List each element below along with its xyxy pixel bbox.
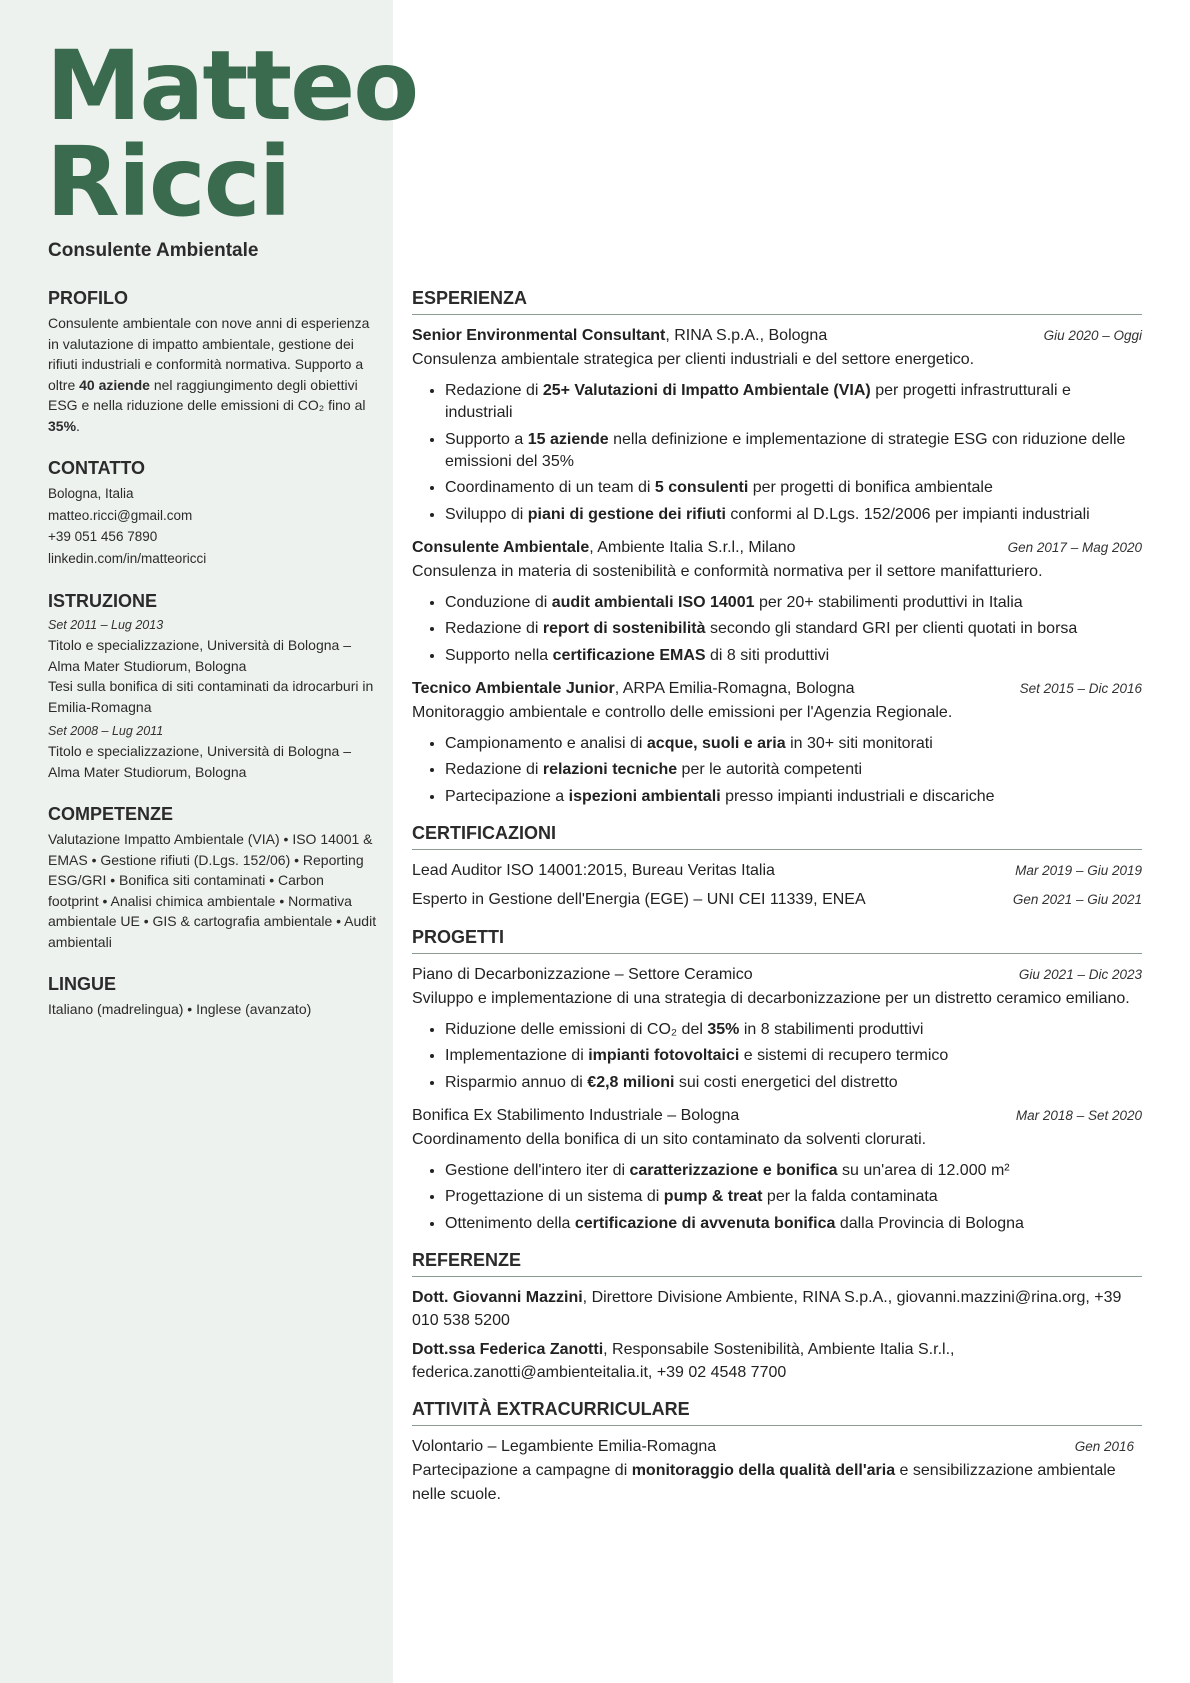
- profile-text: [48, 313, 378, 436]
- experience-bullets: [412, 380, 1142, 526]
- bullet-item: [445, 477, 1142, 499]
- bullet-highlight: impianti fotovoltaici: [588, 1047, 740, 1064]
- activity-title: Volontario – Legambiente Emilia-Romagna: [412, 1437, 717, 1455]
- contact-location: Bologna, Italia: [48, 486, 134, 501]
- experience-title: [412, 324, 827, 348]
- bullet-text: Redazione di: [445, 620, 543, 637]
- contact-heading: CONTATTO: [48, 458, 145, 478]
- certifications-heading: CERTIFICAZIONI: [412, 822, 1142, 850]
- bullet-item: [445, 1045, 1142, 1067]
- project-title: Piano di Decarbonizzazione – Settore Ceramico: [412, 965, 753, 983]
- languages-section: [48, 973, 378, 1020]
- experience-bullets: [412, 733, 1142, 808]
- bullet-text: Partecipazione a: [445, 787, 569, 805]
- skills-heading: COMPETENZE: [48, 804, 174, 824]
- contact-linkedin[interactable]: linkedin.com/in/matteoricci: [48, 550, 207, 566]
- bullet-text: Supporto nella: [445, 646, 553, 664]
- education-section: [48, 590, 378, 782]
- certification-dates: Gen 2021 – Giu 2021: [1012, 891, 1142, 907]
- bullet-text: Redazione di: [445, 382, 543, 399]
- bullet-item: [445, 380, 1142, 424]
- contact-phone[interactable]: +39 051 456 7890: [48, 529, 158, 544]
- bullet-text: in 8 stabilimenti produttivi: [739, 1020, 924, 1038]
- languages-text: Italiano (madrelingua) • Inglese (avanzato): [48, 1001, 312, 1017]
- bullet-text: secondo gli standard GRI per clienti quotati in borsa: [705, 620, 1078, 637]
- project-title: Bonifica Ex Stabilimento Industriale – Bologna: [412, 1106, 740, 1124]
- education-dates: Set 2011 – Lug 2013: [48, 618, 164, 632]
- skills-text: Valutazione Impatto Ambientale (VIA) • ISO 14001 & EMAS • Gestione rifiuti (D.Lgs. 152/06) • Reporting ESG/GRI • Bonifica siti contaminati • Carbon footprint • Analisi chimica ambientale • Normativa ambientale UE • GIS & cartografia ambientale • Audit ambientali: [48, 831, 377, 950]
- reference-item: [412, 1286, 1142, 1332]
- project-dates: Giu 2021 – Dic 2023: [1018, 966, 1142, 982]
- certification-item: [412, 859, 1142, 883]
- certification-name: Esperto in Gestione dell'Energia (EGE) – UNI CEI 11339, ENEA: [412, 890, 866, 908]
- profile-highlight: 35%: [48, 417, 77, 434]
- bullet-item: [445, 733, 1142, 755]
- main-content: [412, 287, 1142, 1521]
- job-title: Consulente Ambientale: [48, 240, 259, 261]
- bullet-highlight: caratterizzazione e bonifica: [629, 1161, 838, 1179]
- languages-heading: LINGUE: [48, 974, 117, 994]
- bullet-item: [445, 429, 1142, 473]
- bullet-text: Supporto a: [445, 430, 528, 448]
- profile-heading: PROFILO: [48, 288, 128, 308]
- certification-item: [412, 888, 1142, 912]
- experience-org: , Ambiente Italia S.r.l., Milano: [589, 538, 796, 556]
- project-bullets: [412, 1160, 1142, 1235]
- contact-email[interactable]: matteo.ricci@gmail.com: [48, 507, 193, 523]
- education-item: [48, 722, 378, 782]
- activity-text: Partecipazione a campagne di: [412, 1461, 632, 1479]
- experience-item: [412, 536, 1142, 667]
- certification-dates: Mar 2019 – Giu 2019: [1015, 862, 1142, 878]
- activity-text: e sensibilizzazione ambientale nelle scuole.: [412, 1461, 1116, 1503]
- experience-role: Senior Environmental Consultant: [412, 327, 666, 344]
- experience-role: Consulente Ambientale: [412, 538, 590, 556]
- bullet-highlight: acque, suoli e aria: [646, 734, 786, 752]
- reference-details: , Direttore Divisione Ambiente, RINA S.p.A., giovanni.mazzini@rina.org, +39 010 538 5200: [412, 1288, 1122, 1329]
- bullet-highlight: €2,8 milioni: [587, 1073, 675, 1091]
- experience-desc: Consulenza in materia di sostenibilità e conformità normativa per il settore manifatturiero.: [412, 562, 1043, 580]
- education-degree: Titolo e specializzazione, Università di Bologna – Alma Mater Studiorum, Bologna: [48, 743, 351, 780]
- education-note: Tesi sulla bonifica di siti contaminati da idrocarburi in Emilia-Romagna: [48, 678, 374, 715]
- bullet-item: [445, 1186, 1142, 1208]
- activity-header: [412, 1435, 1142, 1459]
- bullet-text: per progetti di bonifica ambientale: [748, 479, 993, 496]
- bullet-item: [445, 1160, 1142, 1182]
- bullet-item: [445, 504, 1142, 526]
- bullet-item: [445, 1019, 1142, 1041]
- bullet-highlight: piani di gestione dei rifiuti: [527, 505, 726, 523]
- bullet-text: per la falda contaminata: [762, 1188, 938, 1205]
- certification-name: Lead Auditor ISO 14001:2015, Bureau Veritas Italia: [412, 861, 775, 879]
- bullet-item: [445, 786, 1142, 808]
- bullet-item: [445, 645, 1142, 667]
- reference-item: [412, 1338, 1142, 1384]
- education-heading: ISTRUZIONE: [48, 591, 158, 611]
- bullet-text: e sistemi di recupero termico: [739, 1047, 949, 1064]
- bullet-text: per progetti infrastrutturali e industriali: [445, 382, 1071, 421]
- bullet-highlight: report di sostenibilità: [542, 620, 706, 637]
- bullet-highlight: 35%: [707, 1020, 740, 1038]
- experience-role: Tecnico Ambientale Junior: [412, 679, 615, 697]
- education-dates: Set 2008 – Lug 2011: [48, 724, 164, 738]
- bullet-highlight: 5 consulenti: [654, 479, 749, 496]
- bullet-text: in 30+ siti monitorati: [785, 734, 933, 752]
- bullet-item: [445, 1072, 1142, 1094]
- references-section: [412, 1249, 1142, 1384]
- bullet-highlight: audit ambientali ISO 14001: [551, 593, 755, 611]
- projects-heading: PROGETTI: [412, 926, 1142, 954]
- activity-desc: [412, 1459, 1142, 1507]
- education-degree: Titolo e specializzazione, Università di Bologna – Alma Mater Studiorum, Bologna: [48, 637, 351, 674]
- reference-name: Dott. Giovanni Mazzini: [412, 1288, 583, 1306]
- project-header: [412, 1104, 1142, 1128]
- projects-section: [412, 926, 1142, 1235]
- activities-section: [412, 1398, 1142, 1507]
- profile-text-part: Consulente ambientale con nove anni di esperienza in valutazione di impatto ambientale, gestione dei rifiuti industriali e conformità normativa. Supporto a oltre: [48, 315, 370, 393]
- bullet-text: Conduzione di: [445, 593, 552, 611]
- bullet-highlight: ispezioni ambientali: [568, 787, 721, 805]
- bullet-text: conformi al D.Lgs. 152/2006 per impianti industriali: [725, 505, 1090, 523]
- project-item: [412, 963, 1142, 1094]
- experience-item: [412, 677, 1142, 808]
- bullet-text: su un'area di 12.000 m²: [837, 1161, 1010, 1179]
- bullet-item: [445, 618, 1142, 640]
- name-last: Ricci: [46, 126, 290, 238]
- bullet-item: [445, 1213, 1142, 1235]
- experience-org: , ARPA Emilia-Romagna, Bologna: [614, 679, 855, 697]
- experience-item: [412, 324, 1142, 526]
- experience-header: [412, 324, 1142, 348]
- profile-text-part: nel raggiungimento degli obiettivi ESG e nella riduzione delle emissioni di CO₂ fino al: [48, 376, 366, 413]
- bullet-text: nella definizione e implementazione di strategie ESG con riduzione delle emissioni del 35%: [445, 430, 1126, 470]
- project-header: [412, 963, 1142, 987]
- bullet-text: per le autorità competenti: [677, 761, 863, 778]
- bullet-highlight: certificazione EMAS: [552, 646, 706, 664]
- reference-name: Dott.ssa Federica Zanotti: [412, 1340, 604, 1358]
- bullet-highlight: pump & treat: [663, 1188, 763, 1205]
- skills-section: [48, 803, 378, 952]
- bullet-text: sui costi energetici del distretto: [674, 1073, 898, 1091]
- bullet-highlight: 15 aziende: [527, 430, 609, 448]
- bullet-text: Implementazione di: [445, 1047, 589, 1064]
- project-bullets: [412, 1019, 1142, 1094]
- contact-section: [48, 457, 378, 569]
- profile-text-part: .: [76, 417, 80, 434]
- experience-desc: Consulenza ambientale strategica per clienti industriali e del settore energetico.: [412, 351, 975, 368]
- experience-dates: Gen 2017 – Mag 2020: [1007, 539, 1142, 555]
- name-first: Matteo: [46, 30, 418, 142]
- experience-org: , RINA S.p.A., Bologna: [665, 327, 828, 344]
- experience-header: [412, 536, 1142, 560]
- bullet-text: Gestione dell'intero iter di: [445, 1161, 630, 1179]
- bullet-text: dalla Provincia di Bologna: [835, 1214, 1024, 1232]
- project-dates: Mar 2018 – Set 2020: [1015, 1107, 1142, 1123]
- bullet-item: [445, 592, 1142, 614]
- sidebar-content: [48, 287, 378, 1041]
- education-item: [48, 616, 378, 717]
- experience-dates: Set 2015 – Dic 2016: [1019, 680, 1142, 696]
- bullet-text: Coordinamento di un team di: [445, 479, 655, 496]
- bullet-text: Ottenimento della: [445, 1214, 575, 1232]
- references-heading: REFERENZE: [412, 1249, 1142, 1277]
- bullet-text: di 8 siti produttivi: [705, 646, 830, 664]
- bullet-text: per 20+ stabilimenti produttivi in Italia: [754, 593, 1023, 611]
- bullet-text: Sviluppo di: [445, 505, 528, 523]
- profile-highlight: 40 aziende: [79, 376, 150, 393]
- activity-dates: Gen 2016: [1074, 1438, 1134, 1454]
- bullet-highlight: 25+ Valutazioni di Impatto Ambientale (VIA): [542, 382, 871, 399]
- experience-header: [412, 677, 1142, 701]
- bullet-text: Riduzione delle emissioni di CO₂ del: [445, 1020, 708, 1038]
- experience-bullets: [412, 592, 1142, 667]
- bullet-text: Campionamento e analisi di: [445, 734, 647, 752]
- bullet-text: Progettazione di un sistema di: [445, 1188, 664, 1205]
- bullet-text: Risparmio annuo di: [445, 1073, 588, 1091]
- project-desc: Sviluppo e implementazione di una strategia di decarbonizzazione per un distretto ceramico emiliano.: [412, 989, 1130, 1007]
- project-desc: Coordinamento della bonifica di un sito contaminato da solventi clorurati.: [412, 1130, 927, 1148]
- experience-heading: ESPERIENZA: [412, 287, 1142, 315]
- experience-section: [412, 287, 1142, 808]
- activity-highlight: monitoraggio della qualità dell'aria: [631, 1461, 896, 1479]
- experience-desc: Monitoraggio ambientale e controllo delle emissioni per l'Agenzia Regionale.: [412, 703, 953, 721]
- bullet-item: [445, 759, 1142, 781]
- bullet-highlight: certificazione di avvenuta bonifica: [574, 1214, 836, 1232]
- bullet-text: Redazione di: [445, 761, 543, 778]
- project-item: [412, 1104, 1142, 1235]
- certifications-section: [412, 822, 1142, 912]
- profile-section: [48, 287, 378, 436]
- bullet-text: presso impianti industriali e discariche: [720, 787, 995, 805]
- activities-heading: ATTIVITÀ EXTRACURRICULARE: [412, 1398, 1142, 1426]
- experience-title: [412, 677, 855, 701]
- experience-title: [412, 536, 796, 560]
- reference-details: , Responsabile Sostenibilità, Ambiente Italia S.r.l., federica.zanotti@ambienteitalia.it, +39 02 4548 7700: [412, 1340, 955, 1381]
- bullet-highlight: relazioni tecniche: [542, 761, 678, 778]
- experience-dates: Giu 2020 – Oggi: [1043, 328, 1142, 343]
